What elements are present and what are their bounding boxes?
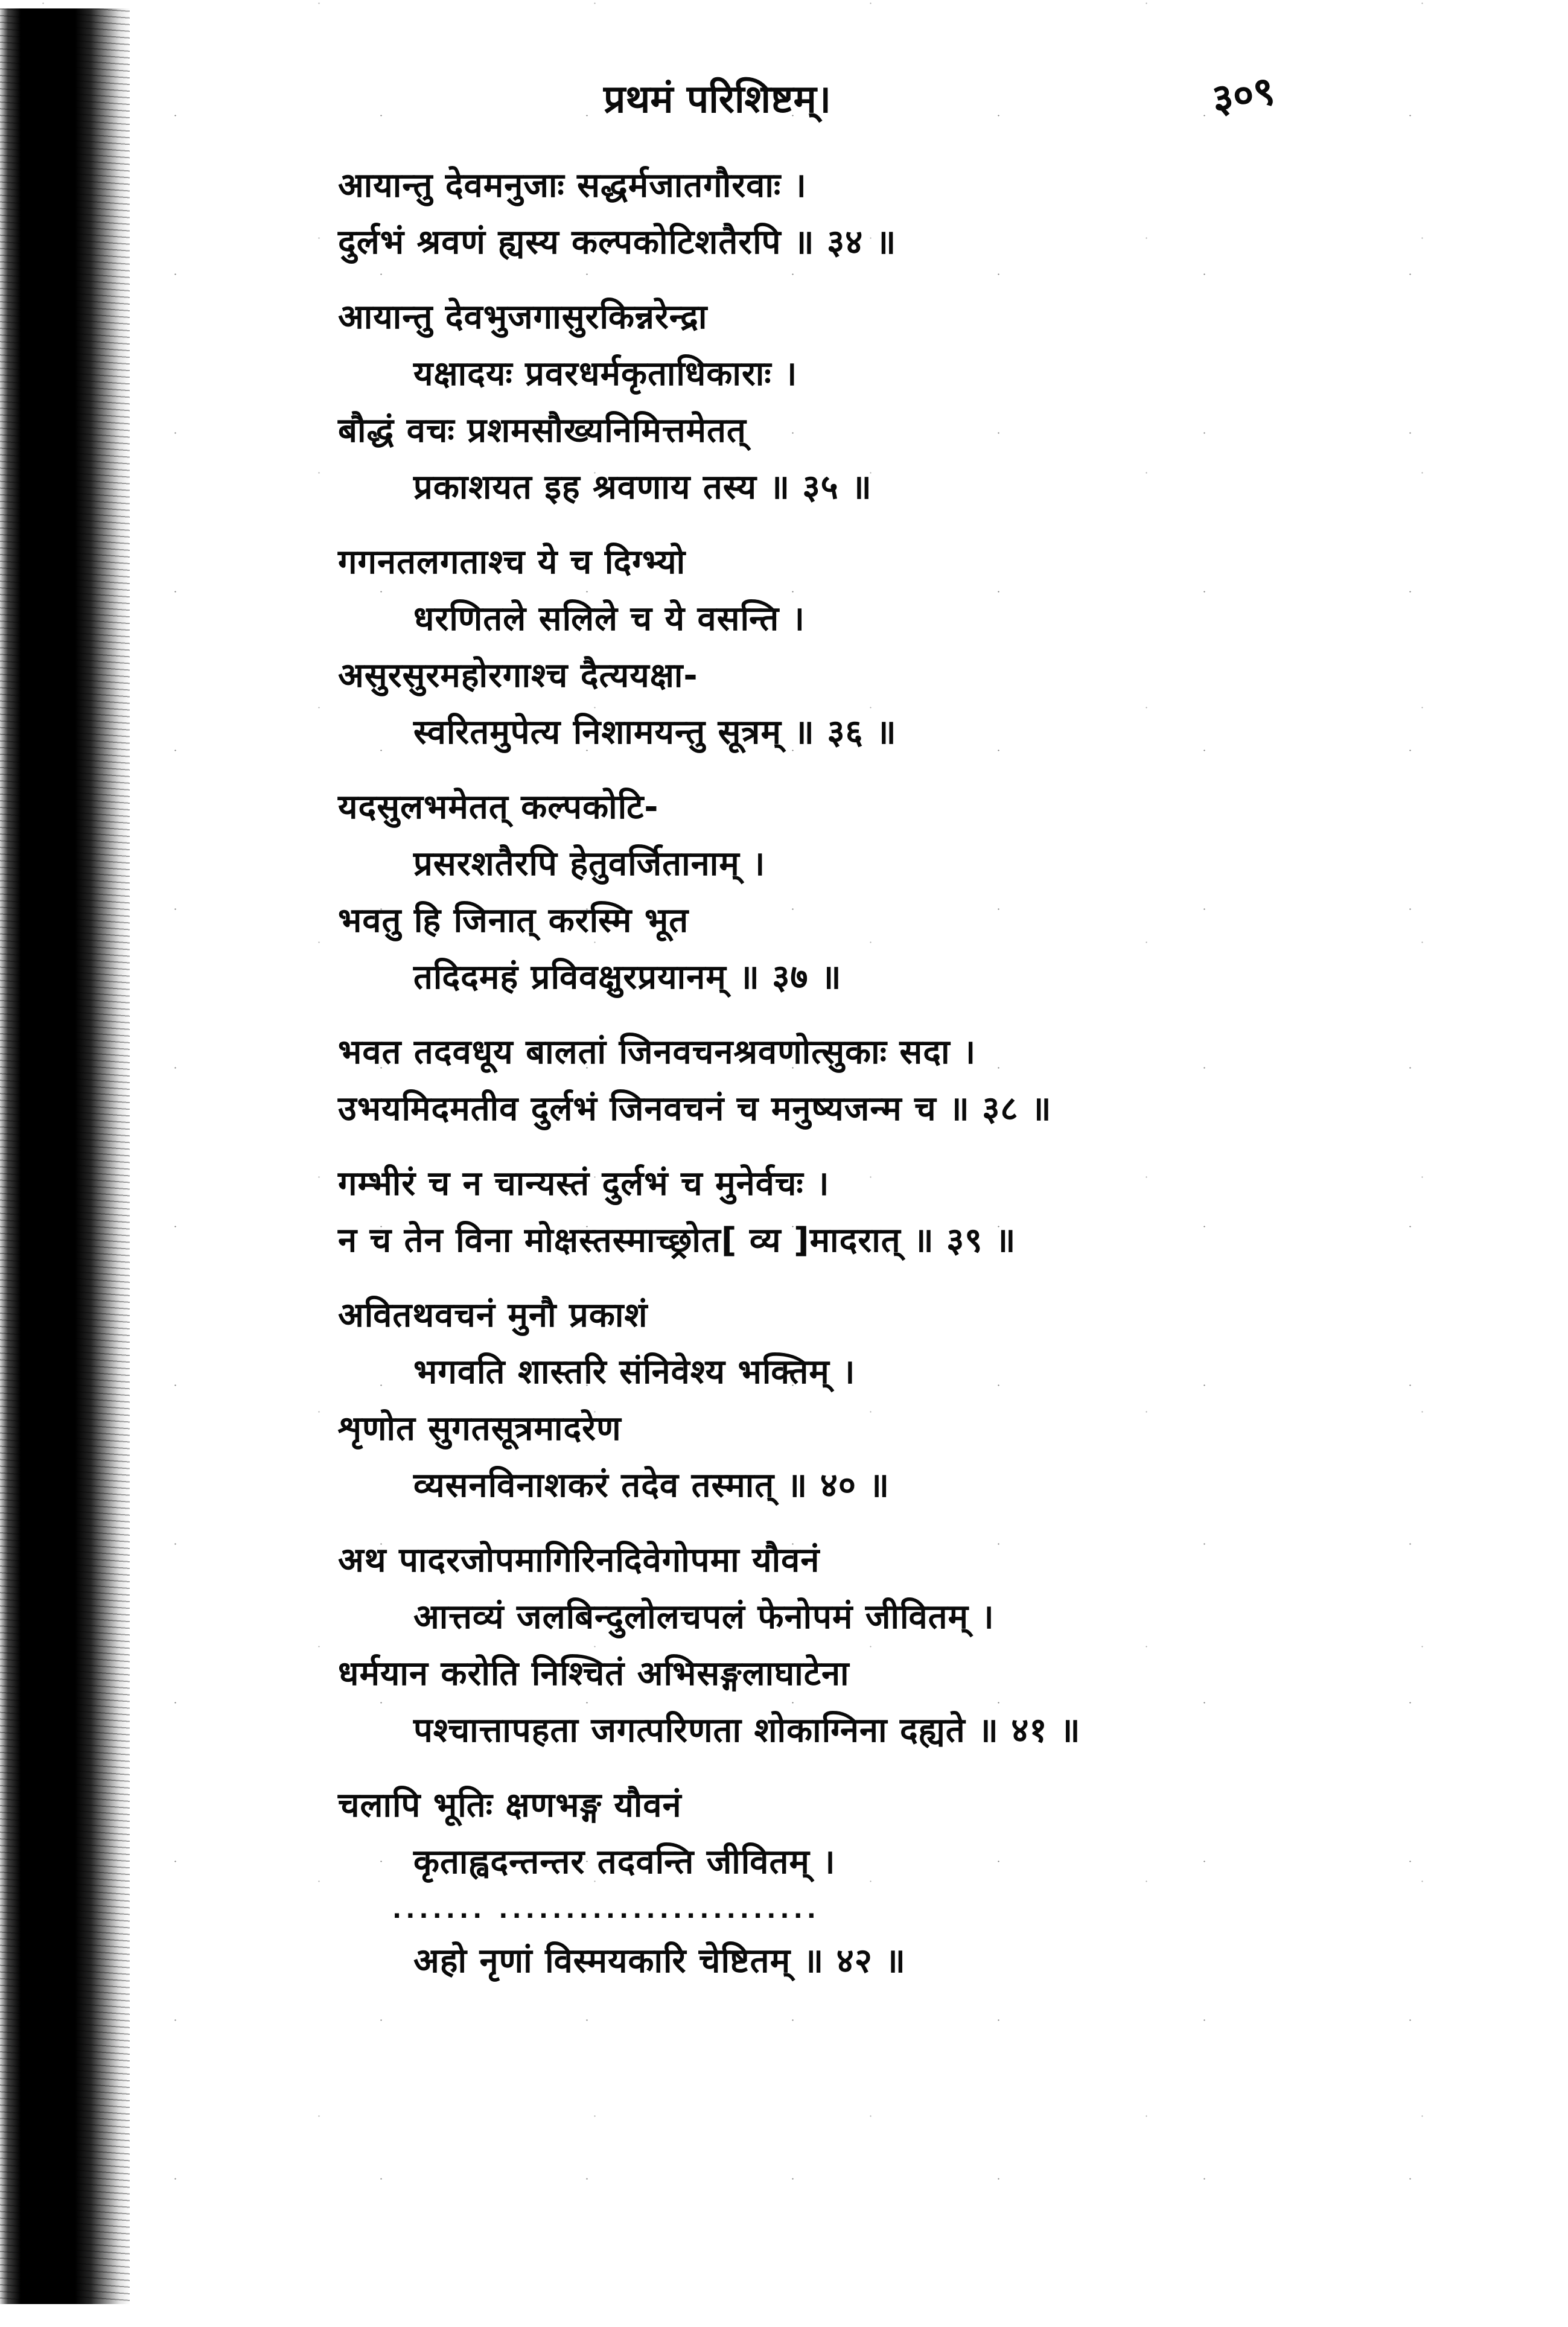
verse-block-1 <box>338 156 1485 269</box>
verse-block-9 <box>338 1775 1485 1988</box>
verse-line: आयान्तु देवमनुजाः सद्धर्मजातगौरवाः । <box>338 166 807 205</box>
verse-container <box>338 156 1485 2006</box>
verse-line: प्रकाशयत इह श्रवणाय तस्य ॥ ३५ ॥ <box>413 468 872 507</box>
verse-line: असुरसुरमहोरगाश्च दैत्ययक्षा- <box>338 656 698 695</box>
ellipsis-line: ....... ........................ <box>392 1896 820 1924</box>
verse-line: न च तेन विना मोक्षस्तस्माच्छ्रोत[ व्य ]मादरात् ॥ ३९ ॥ <box>338 1221 1016 1260</box>
verse-line: चलापि भूतिः क्षणभङ्ग यौवनं <box>338 1786 682 1825</box>
verse-line: आत्तव्यं जलबिन्दुलोलचपलं फेनोपमं जीवितम् । <box>413 1597 995 1637</box>
verse-line: अथ पादरजोपमागिरिनदिवेगोपमा यौवनं <box>338 1541 820 1580</box>
verse-line: प्रसरशतैरपि हेतुवर्जितानाम् । <box>413 844 766 883</box>
verse-line: गगनतलगताश्च ये च दिग्भ्यो <box>338 543 686 582</box>
verse-block-6 <box>338 1154 1485 1267</box>
verse-line: धरणितले सलिले च ये वसन्ति । <box>413 599 805 638</box>
verse-line: कृताह्वदन्तन्तर तदवन्ति जीवितम् । <box>413 1842 836 1882</box>
verse-line: स्वरितमुपेत्य निशामयन्तु सूत्रम् ॥ ३६ ॥ <box>413 713 897 752</box>
verse-line: भवत तदवधूय बालतां जिनवचनश्रवणोत्सुकाः सदा । <box>338 1033 977 1072</box>
verse-line: तदिदमहं प्रविवक्षुरप्रयानम् ॥ ३७ ॥ <box>413 958 842 997</box>
verse-line: दुर्लभं श्रवणं ह्यस्य कल्पकोटिशतैरपि ॥ ३४ ॥ <box>338 223 897 262</box>
verse-line: भवतु हि जिनात् करस्मि भूत <box>338 901 689 940</box>
scan-gutter-band <box>0 8 130 2304</box>
verse-block-4 <box>338 777 1485 1004</box>
page-number: ३०९ <box>1209 67 1278 123</box>
verse-block-7 <box>338 1285 1485 1512</box>
verse-line: भगवति शास्तरि संनिवेश्य भक्तिम् । <box>413 1352 856 1392</box>
verse-line: बौद्धं वचः प्रशमसौख्यनिमित्तमेतत् <box>338 411 747 450</box>
verse-line: व्यसनविनाशकरं तदेव तस्मात् ॥ ४० ॥ <box>413 1466 890 1505</box>
verse-block-5 <box>338 1022 1485 1136</box>
verse-line: उभयमिदमतीव दुर्लभं जिनवचनं च मनुष्यजन्म च ॥ ३८ ॥ <box>338 1089 1052 1128</box>
verse-line: धर्मयान करोति निश्चितं अभिसङ्गलाघाटेना <box>338 1654 850 1693</box>
verse-line: यदसुलभमेतत् कल्पकोटि- <box>338 788 659 827</box>
verse-line: अहो नृणां विस्मयकारि चेष्टितम् ॥ ४२ ॥ <box>413 1941 906 1981</box>
verse-line: पश्चात्तापहता जगत्परिणता शोकाग्निना दह्यते ॥ ४१ ॥ <box>413 1711 1081 1750</box>
verse-line: अवितथवचनं मुनौ प्रकाशं <box>338 1296 648 1335</box>
verse-line: आयान्तु देवभुजगासुरकिन्नरेन्द्रा <box>338 298 708 337</box>
verse-line: शृणोत सुगतसूत्रमादरेण <box>338 1409 622 1448</box>
verse-line: गम्भीरं च न चान्यस्तं दुर्लभं च मुनेर्वचः । <box>338 1164 830 1203</box>
verse-block-8 <box>338 1530 1485 1757</box>
verse-block-3 <box>338 532 1485 759</box>
verse-block-2 <box>338 287 1485 514</box>
verse-line: यक्षादयः प्रवरधर्मकृताधिकाराः । <box>413 354 798 393</box>
page-title: प्रथमं परिशिष्टम्। <box>604 77 831 122</box>
